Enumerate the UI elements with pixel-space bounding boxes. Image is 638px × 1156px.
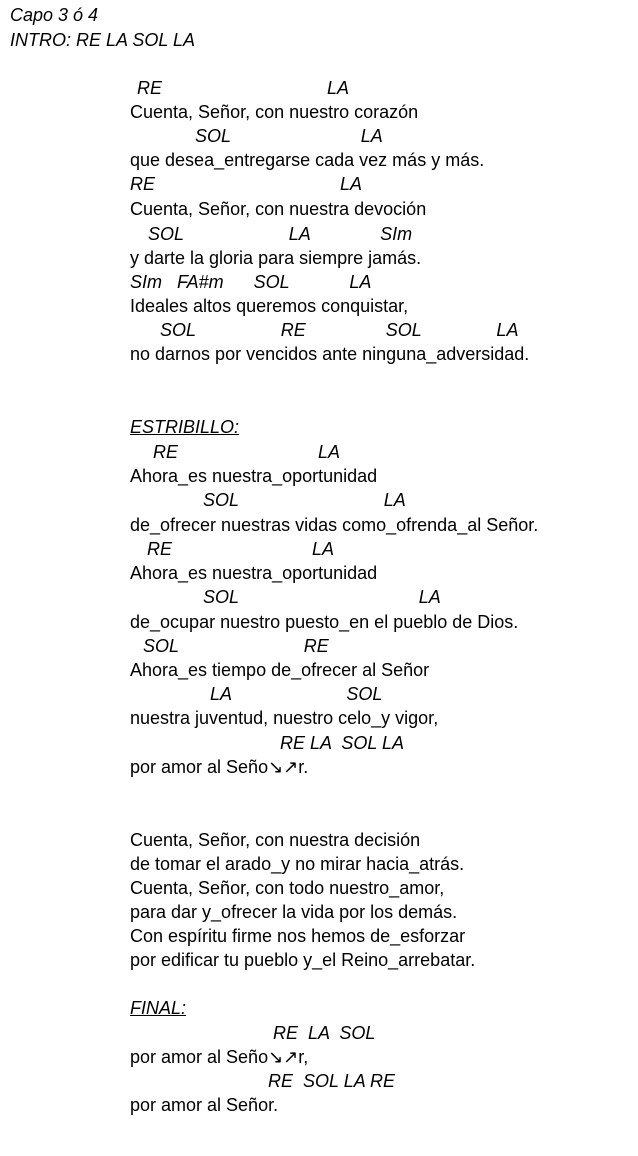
intro-chords: INTRO: RE LA SOL LA bbox=[10, 30, 196, 50]
chorus-line6-chords: LA SOL bbox=[210, 684, 383, 704]
chorus-line4-chords: SOL LA bbox=[203, 587, 441, 607]
verse2-line1: Cuenta, Señor, con nuestra decisión bbox=[130, 830, 421, 850]
verse1-line3-chords: RE LA bbox=[130, 174, 363, 194]
chorus-line1-lyric: Ahora_es nuestra_oportunidad bbox=[130, 466, 378, 486]
chorus-title: ESTRIBILLO: bbox=[130, 417, 240, 437]
verse1-line4-lyric: y darte la gloria para siempre jamás. bbox=[130, 248, 422, 268]
final-title: FINAL: bbox=[130, 998, 187, 1018]
chorus-line7-lyric: por amor al Seño↘↗r. bbox=[130, 757, 309, 777]
verse1-line6-lyric: no darnos por vencidos ante ninguna_adversidad. bbox=[130, 344, 530, 364]
final-line1-lyric: por amor al Seño↘↗r, bbox=[130, 1047, 309, 1067]
verse2-line2: de tomar el arado_y no mirar hacia_atrás. bbox=[130, 854, 465, 874]
verse1-line5-lyric: Ideales altos queremos conquistar, bbox=[130, 296, 409, 316]
chorus-line3-chords: RE LA bbox=[147, 539, 335, 559]
verse1-line5-chords: SIm FA#m SOL LA bbox=[130, 272, 372, 292]
verse1-line2-lyric: que desea_entregarse cada vez más y más. bbox=[130, 150, 485, 170]
chorus-line5-lyric: Ahora_es tiempo de_ofrecer al Señor bbox=[130, 660, 430, 680]
chorus-line1-chords: RE LA bbox=[153, 442, 341, 462]
chorus-line2-chords: SOL LA bbox=[203, 490, 406, 510]
verse1-line2-chords: SOL LA bbox=[195, 126, 383, 146]
final-line2-chords: RE SOL LA RE bbox=[268, 1071, 396, 1091]
verse1-line1-chords: RE LA bbox=[137, 78, 350, 98]
verse2-line6: por edificar tu pueblo y_el Reino_arrebatar. bbox=[130, 950, 476, 970]
verse2-line5: Con espíritu firme nos hemos de_esforzar bbox=[130, 926, 466, 946]
chorus-line7-chords: RE LA SOL LA bbox=[280, 733, 405, 753]
chorus-line5-chords: SOL RE bbox=[143, 636, 329, 656]
capo-note: Capo 3 ó 4 bbox=[10, 5, 99, 25]
verse1-line4-chords: SOL LA SIm bbox=[148, 224, 413, 244]
verse2-line3: Cuenta, Señor, con todo nuestro_amor, bbox=[130, 878, 445, 898]
final-line2-lyric: por amor al Señor. bbox=[130, 1095, 279, 1115]
chorus-line6-lyric: nuestra juventud, nuestro celo_y vigor, bbox=[130, 708, 439, 728]
chorus-line2-lyric: de_ofrecer nuestras vidas como_ofrenda_al Señor. bbox=[130, 515, 539, 535]
chorus-line4-lyric: de_ocupar nuestro puesto_en el pueblo de Dios. bbox=[130, 612, 519, 632]
verse1-line3-lyric: Cuenta, Señor, con nuestra devoción bbox=[130, 199, 427, 219]
chorus-line3-lyric: Ahora_es nuestra_oportunidad bbox=[130, 563, 378, 583]
final-line1-chords: RE LA SOL bbox=[273, 1023, 376, 1043]
verse1-line6-chords: SOL RE SOL LA bbox=[160, 320, 519, 340]
verse1-line1-lyric: Cuenta, Señor, con nuestro corazón bbox=[130, 102, 419, 122]
verse2-line4: para dar y_ofrecer la vida por los demás. bbox=[130, 902, 458, 922]
